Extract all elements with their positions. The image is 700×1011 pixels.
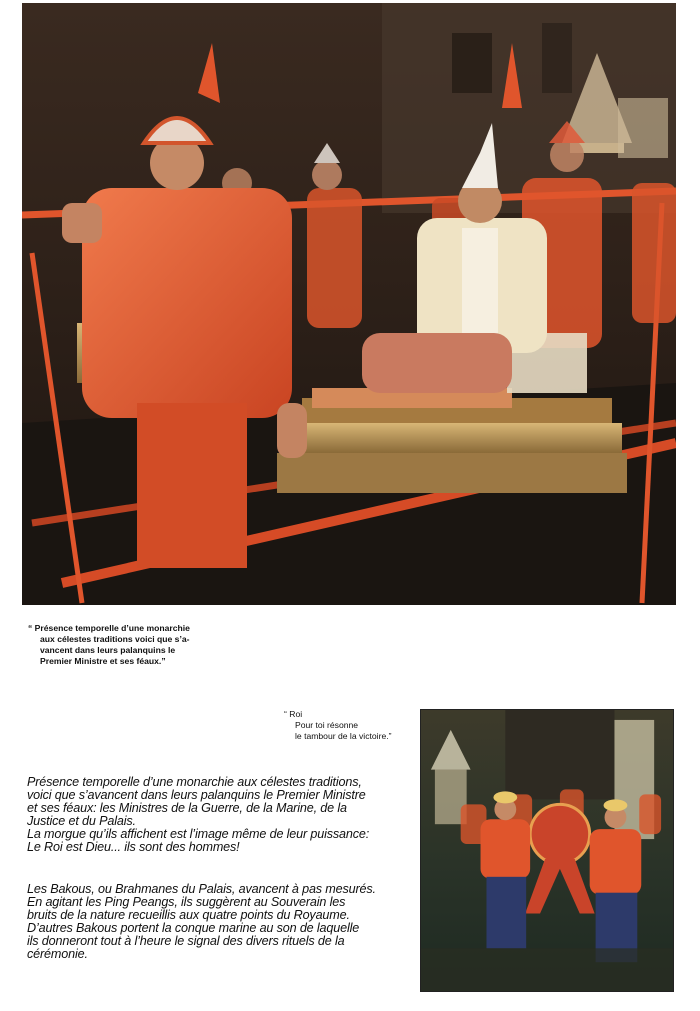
poem-quote	[284, 709, 424, 742]
poem-line: “ Roi	[284, 709, 303, 719]
body-line: ils donneront tout à l’heure le signal des divers rituels de la	[27, 934, 345, 948]
main-photo-caption	[28, 623, 223, 667]
body-line: La morgue qu’ils affichent est l’image même de leur puissance:	[27, 827, 370, 841]
body-line: Les Bakous, ou Brahmanes du Palais, avancent à pas mesurés.	[27, 882, 376, 896]
body-line: bruits de la nature recueillis aux quatre points du Royaume.	[27, 908, 350, 922]
caption-line: Premier Ministre et ses féaux.”	[40, 656, 166, 666]
body-line: voici que s’avancent dans leurs palanquins le Premier Ministre	[27, 788, 366, 802]
poem-line: le tambour de la victoire.”	[295, 731, 392, 741]
body-line: En agitant les Ping Peangs, ils suggèrent au Souverain les	[27, 895, 346, 909]
poem-line: Pour toi résonne	[295, 720, 359, 730]
body-line: et ses féaux: les Ministres de la Guerre, de la Marine, de la	[27, 801, 347, 815]
small-photo-bakous	[420, 709, 674, 992]
body-line: Le Roi est Dieu... ils sont des hommes!	[27, 840, 240, 854]
caption-line: aux célestes traditions voici que s’a-	[40, 634, 190, 644]
caption-line: “ Présence temporelle d’une monarchie	[28, 623, 190, 633]
body-line: Présence temporelle d’une monarchie aux célestes traditions,	[27, 775, 362, 789]
main-photo-procession	[22, 3, 676, 605]
body-line: cérémonie.	[27, 947, 88, 961]
body-paragraph-1	[27, 776, 399, 854]
body-line: D’autres Bakous portent la conque marine au son de laquelle	[27, 921, 360, 935]
caption-line: vancent dans leurs palanquins le	[40, 645, 176, 655]
body-line: Justice et du Palais.	[27, 814, 136, 828]
body-paragraph-2	[27, 883, 399, 961]
